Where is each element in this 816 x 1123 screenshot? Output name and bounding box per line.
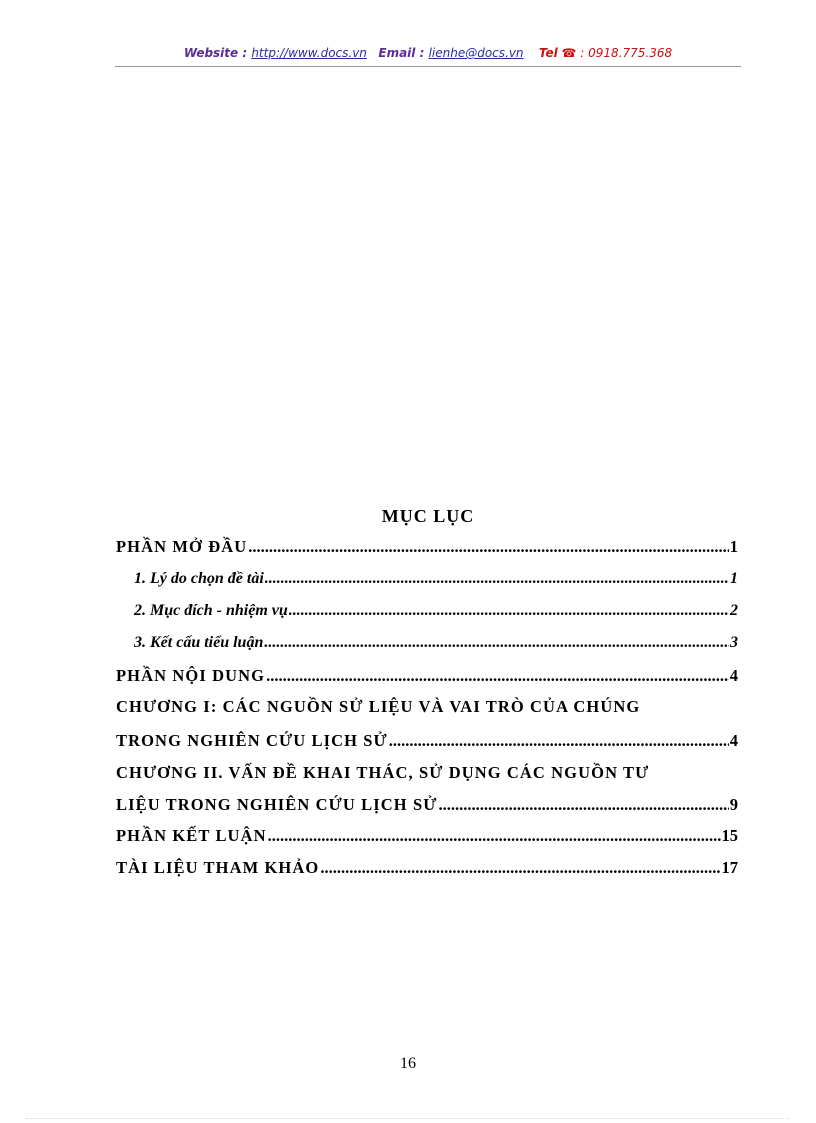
toc-entry-text: PHẦN KẾT LUẬN — [116, 826, 267, 845]
toc-leader — [266, 666, 729, 686]
toc-entry-text: LIỆU TRONG NGHIÊN CỨU LỊCH SỬ — [116, 795, 438, 814]
toc-entry-text: 1. Lý do chọn đề tài — [134, 570, 264, 587]
toc-entry-first-line[interactable]: CHƯƠNG I: CÁC NGUỒN SỬ LIỆU VÀ VAI TRÒ CỦA CHÚNG — [116, 697, 641, 716]
email-link[interactable]: lienhe@docs.vn — [428, 46, 524, 60]
toc-entry[interactable] — [116, 537, 738, 557]
toc-entry[interactable] — [116, 795, 738, 815]
toc-entry-text: PHẦN NỘI DUNG — [116, 666, 266, 685]
toc-entry-text: PHẦN MỞ ĐẦU — [116, 537, 248, 556]
email-label: Email — [378, 46, 416, 60]
toc-entry-page: 15 — [721, 826, 738, 845]
toc-entry-text: TRONG NGHIÊN CỨU LỊCH SỬ — [116, 731, 388, 750]
toc-entry-text: 3. Kết cấu tiểu luận — [134, 634, 264, 651]
toc-entry-page: 2 — [730, 602, 738, 619]
toc-entry-page: 9 — [729, 795, 738, 814]
toc-subentry[interactable] — [134, 602, 738, 620]
page-bottom-border — [26, 1118, 790, 1119]
header-divider — [115, 66, 741, 67]
toc-entry[interactable] — [116, 826, 738, 846]
tel-number: 0918.775.368 — [588, 46, 673, 60]
tel-label: Tel — [538, 46, 558, 60]
toc-entry-page: 1 — [729, 537, 738, 556]
toc-leader — [320, 858, 720, 878]
page-number: 16 — [400, 1055, 416, 1072]
toc-leader — [289, 602, 729, 620]
phone-icon: ☎ — [561, 46, 577, 60]
toc-entry-first-line[interactable]: CHƯƠNG II. VẤN ĐỀ KHAI THÁC, SỬ DỤNG CÁC NGUỒN TƯ — [116, 763, 650, 782]
website-link[interactable]: http://www.docs.vn — [251, 46, 367, 60]
email-separator: : — [415, 46, 429, 60]
toc-subentry[interactable] — [134, 634, 738, 652]
website-separator: : — [238, 46, 252, 60]
toc-leader — [389, 731, 729, 751]
toc-entry-page: 17 — [721, 858, 738, 877]
toc-title: MỤC LỤC — [381, 506, 475, 526]
toc-entry-page: 3 — [730, 634, 738, 651]
tel-separator: : — [576, 46, 589, 60]
toc-entry[interactable] — [116, 731, 738, 751]
toc-entry-page: 4 — [729, 731, 738, 750]
website-label: Website — [183, 46, 239, 60]
toc-entry-page: 4 — [729, 666, 738, 685]
toc-leader — [264, 634, 729, 652]
toc-leader — [265, 570, 729, 588]
toc-entry-text: 2. Mục đích - nhiệm vụ — [134, 602, 288, 619]
toc-entry[interactable] — [116, 666, 738, 686]
toc-leader — [268, 826, 721, 846]
toc-entry-page: 1 — [730, 570, 738, 587]
toc-entry[interactable] — [116, 858, 738, 878]
page-header — [115, 46, 741, 68]
toc-subentry[interactable] — [134, 570, 738, 588]
toc-leader — [438, 795, 728, 815]
toc-leader — [248, 537, 729, 557]
toc-entry-text: TÀI LIỆU THAM KHẢO — [116, 858, 320, 877]
